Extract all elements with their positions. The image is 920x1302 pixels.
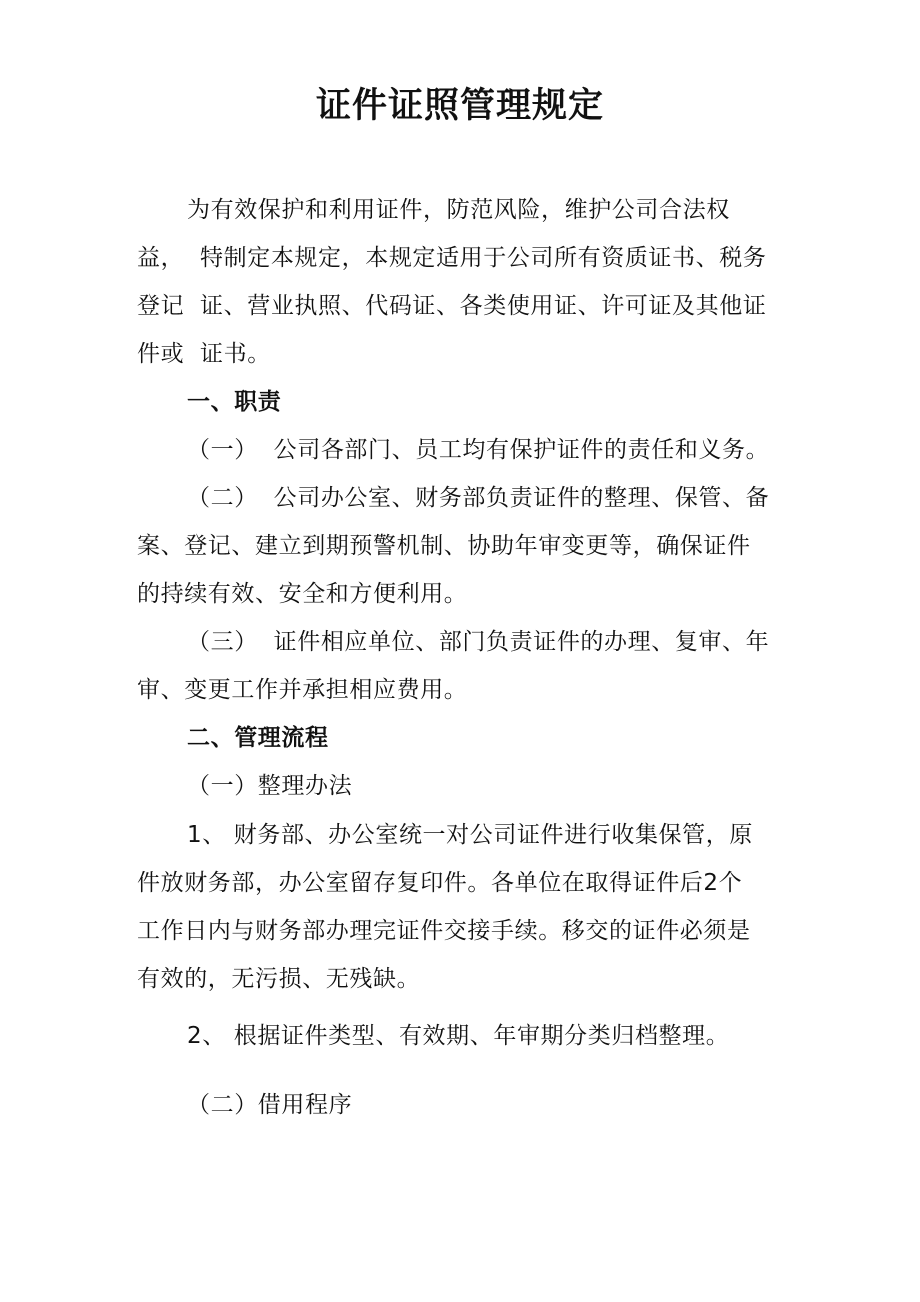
process-point-1-line-2: 件放财务部，办公室留存复印件。各单位在取得证件后2个 [137, 870, 743, 896]
duty-item-2-line-2: 案、登记、建立到期预警机制、协助年审变更等，确保证件 [137, 533, 751, 559]
intro-line-1: 为有效保护和利用证件，防范风险，维护公司合法权 [187, 197, 730, 223]
document-title: 证件证照管理规定 [315, 86, 604, 126]
subsection-heading-borrowing: （二）借用程序 [187, 1092, 353, 1118]
section-heading-duties: 一、职责 [187, 389, 282, 415]
intro-line-3: 登记 证、营业执照、代码证、各类使用证、许可证及其他证 [137, 293, 767, 319]
subsection-heading-arrangement: （一）整理办法 [187, 773, 353, 799]
duty-item-1: （一） 公司各部门、员工均有保护证件的责任和义务。 [187, 437, 770, 463]
intro-line-2: 益， 特制定本规定，本规定适用于公司所有资质证书、税务 [137, 245, 767, 271]
process-point-2: 2、 根据证件类型、有效期、年审期分类归档整理。 [187, 1023, 730, 1049]
process-point-1-line-4: 有效的，无污损、无残缺。 [137, 966, 421, 992]
duty-item-3-line-1: （三） 证件相应单位、部门负责证件的办理、复审、年 [187, 629, 770, 655]
duty-item-2-line-1: （二） 公司办公室、财务部负责证件的整理、保管、备 [187, 485, 770, 511]
duty-item-2-line-3: 的持续有效、安全和方便利用。 [137, 581, 468, 607]
intro-line-4: 件或 证书。 [137, 341, 271, 367]
section-heading-process: 二、管理流程 [187, 725, 329, 751]
duty-item-3-line-2: 审、变更工作并承担相应费用。 [137, 677, 468, 703]
process-point-1-line-3: 工作日内与财务部办理完证件交接手续。移交的证件必须是 [137, 918, 751, 944]
process-point-1-line-1: 1、 财务部、办公室统一对公司证件进行收集保管，原 [187, 822, 753, 848]
